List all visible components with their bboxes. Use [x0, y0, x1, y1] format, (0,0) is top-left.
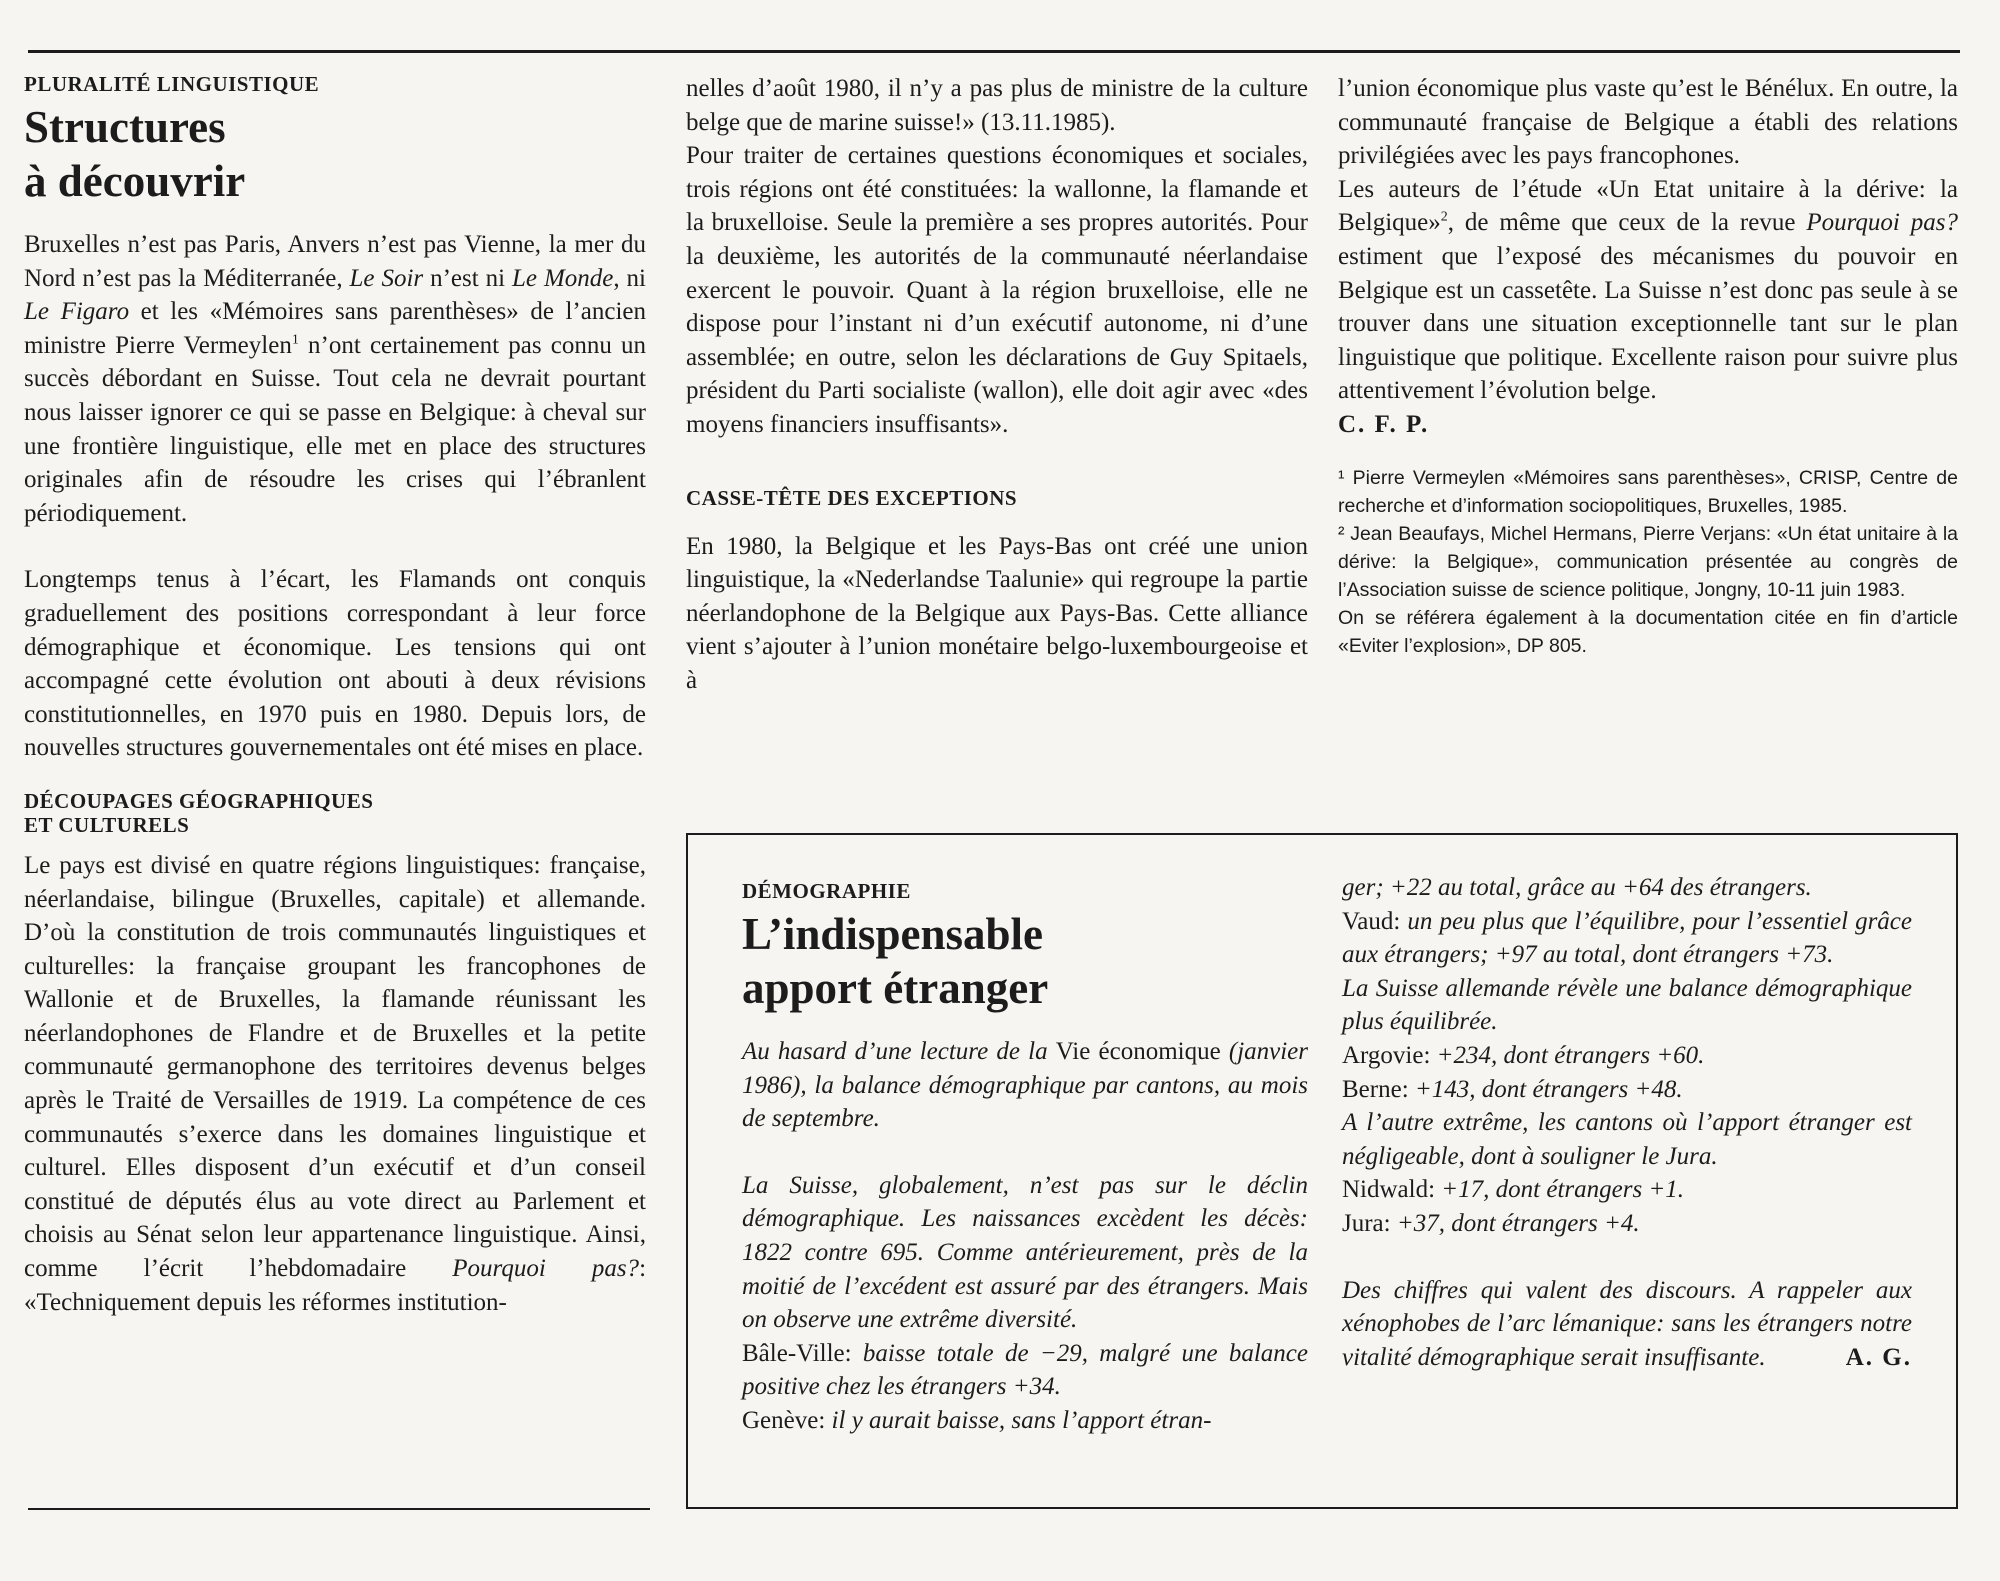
paragraph-benelux: l’union économique plus vaste qu’est le Bénélux. En outre, la communauté française de Belgique a établi des relations privilégiées avec les pays francophones.: [1338, 75, 1958, 170]
paragraph-flamands: Longtemps tenus à l’écart, les Flamands ont conquis graduellement des positions correspondant à leur force démographique et économique. Les tensions qui ont accompagné cette évolution ont abouti à deux révisions constitutionnelles, en 1970 puis en 1980. Depuis lors, de nouvelles structures gouvernementales ont été mises en place.: [24, 566, 646, 762]
box-title-line-2: apport étranger: [742, 963, 1049, 1013]
box-title: [742, 907, 1308, 1015]
column-3: [1338, 72, 1958, 660]
box-intro: Au hasard d’une lecture de la Vie économique (janvier 1986), la balance démographique par cantons, au mois de septembre.: [742, 1038, 1309, 1133]
box-vaud: Vaud: un peu plus que l’équilibre, pour l’essentiel grâce aux étrangers; +97 au total, dont étrangers +73.: [1342, 907, 1912, 969]
box-nidwald: Nidwald: +17, dont étrangers +1.: [1342, 1176, 1685, 1204]
footnote-ref-2: 2: [1440, 210, 1448, 226]
box-geneve-cont: ger; +22 au total, grâce au +64 des étrangers.: [1342, 874, 1812, 901]
article-title: [24, 100, 646, 208]
paragraph-taalunie: En 1980, la Belgique et les Pays-Bas ont créé une union linguistique, la «Nederlandse Taalunie» qui regroupe la partie néerlandophone de la Belgique aux Pays-Bas. Cette alliance vient s’ajouter à l’union monétaire belgo-luxembourgeoise et à: [686, 532, 1308, 694]
footnote-1: ¹ Pierre Vermeylen «Mémoires sans parenthèses», CRISP, Centre de recherche et d’information sociopolitiques, Bruxelles, 1985.: [1338, 466, 1958, 517]
paragraph-intro: Bruxelles n’est pas Paris, Anvers n’est pas Vienne, la mer du Nord n’est pas la Méditerranée, Le Soir n’est ni Le Monde, ni Le Figaro et les «Mémoires sans parenthèses» de l’ancien ministre Pierre Vermeylen$^1$ n’ont certainement pas connu un succès débordant en Suisse. Tout cela ne devrait pourtant nous laisser ignorer ce qui se passe en Belgique: à cheval sur une frontière linguistique, elle met en place des structures originales afin de résoudre les crises qui l’ébranlent périodiquement.: [24, 231, 647, 527]
top-rule: [28, 50, 1960, 53]
paragraph-trois-regions: Pour traiter de certaines questions économiques et sociales, trois régions ont été constituées: la wallonne, la flamande et la bruxelloise. Seule la première a ses propres autorités. Pour la deuxième, les autorités de la communauté néerlandaise exercent le pouvoir. Quant à la région bruxelloise, elle ne dispose pour l’instant ni d’un exécutif autonome, ni d’une assemblée; en outre, selon les déclarations de Guy Spitaels, président du Parti socialiste (wallon), elle doit agir avec «des moyens financiers insuffisants».: [686, 142, 1308, 438]
box-bale: Bâle-Ville: baisse totale de −29, malgré une balance positive chez les étrangers +34.: [742, 1339, 1308, 1401]
paragraph-auteurs: Les auteurs de l’étude «Un Etat unitaire à la dérive: la Belgique»$^2$, de même que ceux de la revue Pourquoi pas? estiment que l’exposé des mécanismes du pouvoir en Belgique est un cassetête. La Suisse n’est donc pas seule à se trouver dans une situation exceptionnelle tant sur le plan linguistique que politique. Excellente raison pour suivre plus attentivement l’évolution belge.: [1338, 175, 1959, 405]
subhead-casse-tete: CASSE-TÊTE DES EXCEPTIONS: [686, 485, 1018, 510]
box-allemande: La Suisse allemande révèle une balance démographique plus équilibrée.: [1342, 974, 1912, 1036]
signature-cfp: C. F. P.: [1338, 410, 1430, 438]
box-column-right: [1342, 871, 1912, 1374]
footnote-3: On se référera également à la documentation citée en fin d’article «Eviter l’explosion», DP 805.: [1338, 606, 1958, 657]
footnote-2: ² Jean Beaufays, Michel Hermans, Pierre Verjans: «Un état unitaire à la dérive: la Belgique», communication présentée au congrès de l’Association suisse de science politique, Jongny, 10-11 juin 1983.: [1338, 522, 1958, 601]
bottom-rule: [28, 1508, 650, 1510]
box-title-line-1: L’indispensable: [742, 909, 1043, 959]
box-berne: Berne: +143, dont étrangers +48.: [1342, 1075, 1683, 1103]
box-closing: Des chiffres qui valent des discours. A rappeler aux xénophobes de l’arc lémanique: sans les étrangers notre vitalité démographique serait insuffisante. A. G.: [1342, 1274, 1912, 1375]
demographie-box: [686, 833, 1958, 1509]
signature-ag: A. G.: [1845, 1343, 1912, 1371]
box-lead: La Suisse, globalement, n’est pas sur le déclin démographique. Les naissances excèdent les décès: 1822 contre 695. Comme antérieurement, près de la moitié de l’excédent est assuré par des étrangers. Mais on observe une extrême diversité.: [742, 1171, 1308, 1334]
paragraph-institutionnelles: nelles d’août 1980, il n’y a pas plus de ministre de la culture belge que de marine suisse!» (13.11.1985).: [686, 75, 1308, 136]
column-1: [24, 72, 646, 1319]
box-jura: Jura: +37, dont étrangers +4.: [1342, 1209, 1640, 1237]
footnote-ref-1: 1: [291, 332, 299, 348]
article-title-line-1: Structures: [24, 102, 226, 152]
article-title-line-2: à découvrir: [24, 156, 246, 206]
column-2: [686, 72, 1308, 698]
box-kicker: DÉMOGRAPHIE: [742, 879, 911, 903]
article-kicker: PLURALITÉ LINGUISTIQUE: [24, 72, 320, 96]
subhead-decoupages: DÉCOUPAGES GÉOGRAPHIQUES ET CULTURELS: [24, 788, 374, 837]
footnotes: [1338, 464, 1958, 660]
box-geneve: Genève: il y aurait baisse, sans l’apport étran-: [742, 1406, 1212, 1434]
box-argovie: Argovie: +234, dont étrangers +60.: [1342, 1041, 1705, 1069]
box-column-left: [742, 879, 1308, 1438]
box-extreme: A l’autre extrême, les cantons où l’apport étranger est négligeable, dont à souligner le Jura.: [1342, 1109, 1912, 1170]
paragraph-regions: Le pays est divisé en quatre régions linguistiques: française, néerlandaise, bilingue (Bruxelles, capitale) et allemande. D’où la constitution de trois communautés linguistiques et culturelles: la française groupant les francophones de Wallonie et de Bruxelles, la flamande réunissant les néerlandophones de Flandre et de Bruxelles et la petite communauté germanophone des territoires devenus belges après le Traité de Versailles de 1919. La compétence de ces communautés s’exerce dans les domaines linguistique et culturel. Elles disposent d’un exécutif et d’un conseil constitué de députés élus au vote direct au Parlement et choisis au Sénat selon leur appartenance linguistique. Ainsi, comme l’écrit l’hebdomadaire Pourquoi pas?: «Techniquement depuis les réformes institution-: [24, 851, 647, 1316]
